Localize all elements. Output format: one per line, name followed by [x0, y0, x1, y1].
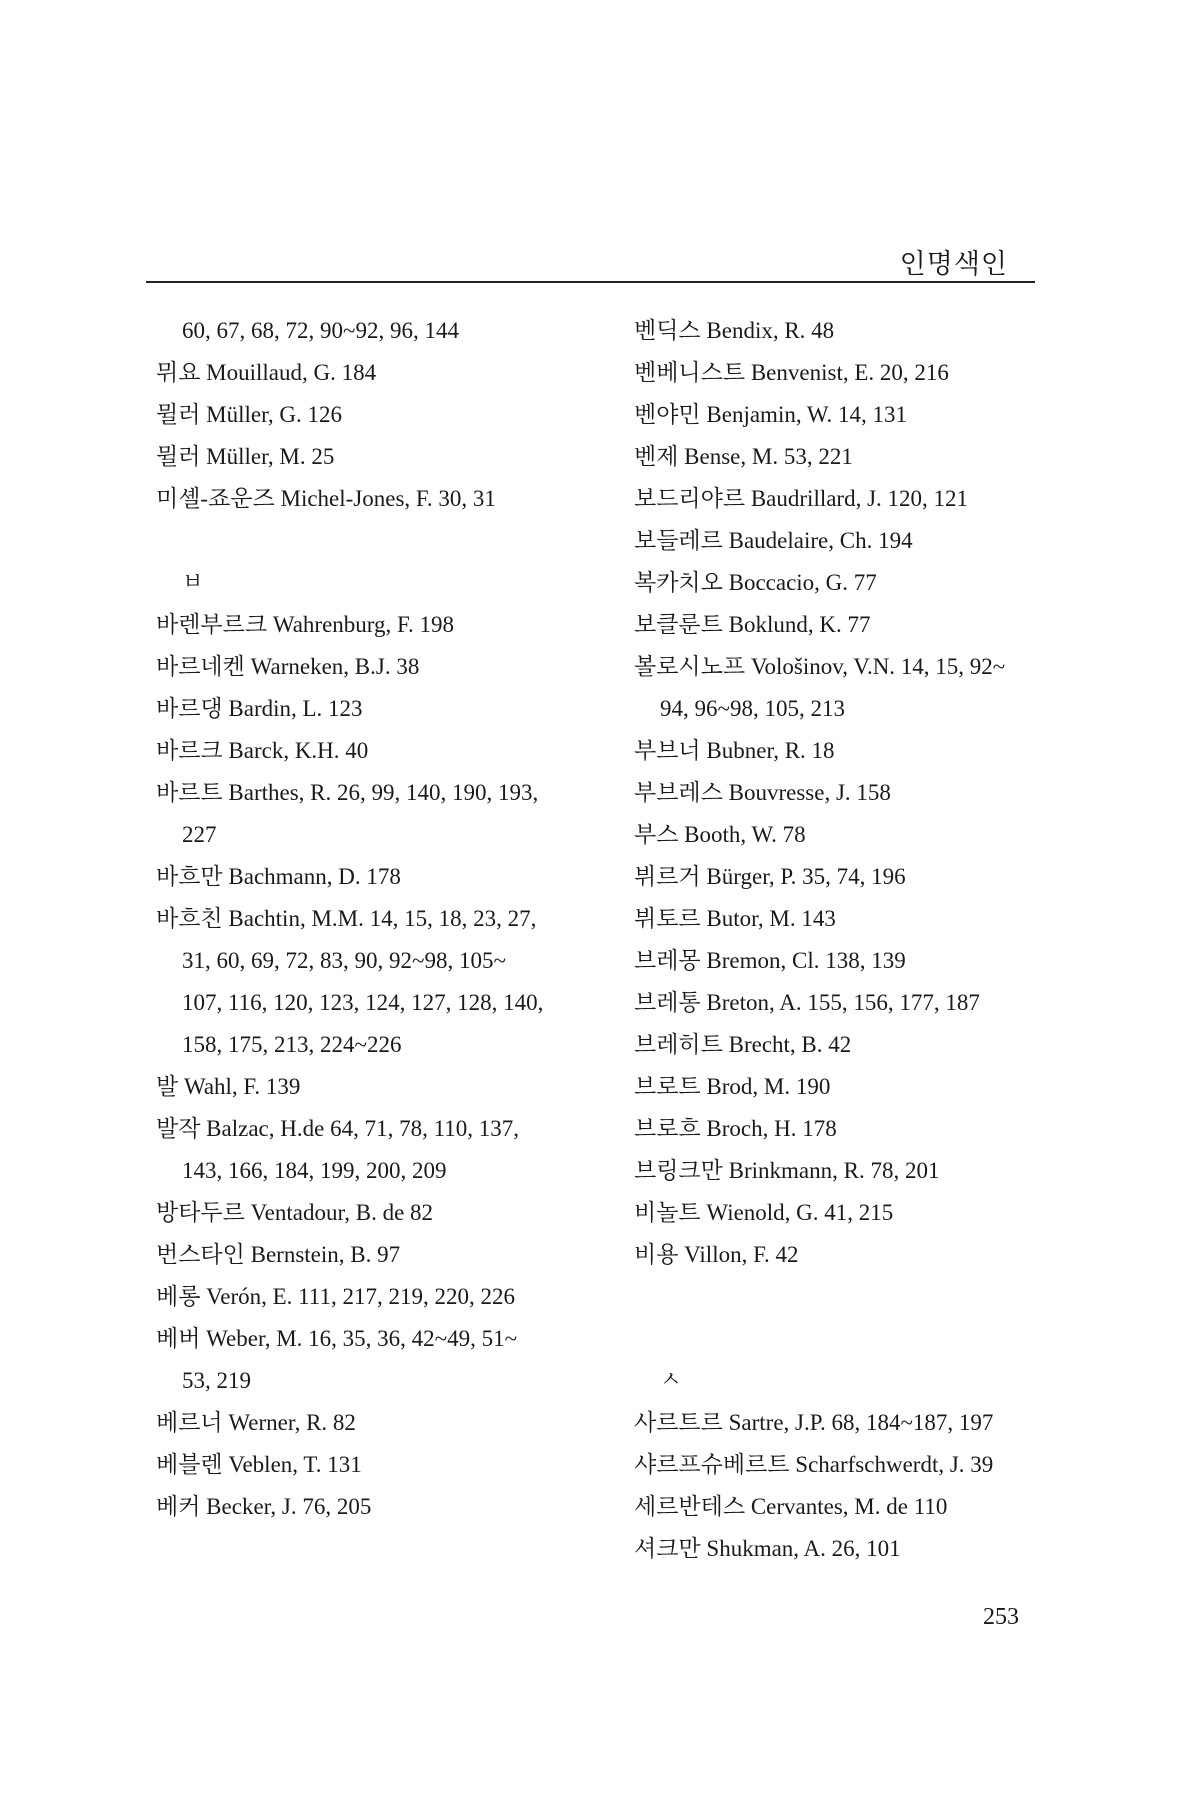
- index-entry: 세르반테스 Cervantes, M. de 110: [634, 1494, 948, 1519]
- index-column-left: [156, 310, 586, 1528]
- header-rule: [146, 281, 1035, 283]
- index-entry: 바흐친 Bachtin, M.M. 14, 15, 18, 23, 27,: [156, 906, 537, 931]
- index-entry: 바르댕 Bardin, L. 123: [156, 696, 363, 721]
- index-entry-continuation: 107, 116, 120, 123, 124, 127, 128, 140,: [182, 990, 544, 1015]
- page-number: 253: [983, 1604, 1019, 1630]
- index-entry: 브레통 Breton, A. 155, 156, 177, 187: [634, 990, 980, 1015]
- blank-line: [634, 1318, 1064, 1360]
- index-entry: 브로흐 Broch, H. 178: [634, 1116, 837, 1141]
- index-entry: 바르네켄 Warneken, B.J. 38: [156, 654, 420, 679]
- index-entry: 베버 Weber, M. 16, 35, 36, 42~49, 51~: [156, 1326, 518, 1351]
- index-entry-continuation: 94, 96~98, 105, 213: [660, 696, 845, 721]
- index-entry: 베블렌 Veblen, T. 131: [156, 1452, 362, 1477]
- index-entry: 뷔르거 Bürger, P. 35, 74, 196: [634, 864, 906, 889]
- index-entry: 방타두르 Ventadour, B. de 82: [156, 1200, 434, 1225]
- index-entry: 발작 Balzac, H.de 64, 71, 78, 110, 137,: [156, 1116, 519, 1141]
- index-entry: 샤르프슈베르트 Scharfschwerdt, J. 39: [634, 1452, 994, 1477]
- index-entry: 볼로시노프 Vološinov, V.N. 14, 15, 92~: [634, 654, 1006, 679]
- index-entry-continuation: 158, 175, 213, 224~226: [182, 1032, 402, 1057]
- index-column-right: [634, 310, 1064, 1570]
- index-entry: 보드리야르 Baudrillard, J. 120, 121: [634, 486, 969, 511]
- index-entry-continuation: 31, 60, 69, 72, 83, 90, 92~98, 105~: [182, 948, 506, 973]
- section-letter-heading: ㅅ: [660, 1368, 682, 1393]
- index-entry: 베롱 Verón, E. 111, 217, 219, 220, 226: [156, 1284, 515, 1309]
- index-entry: 발 Wahl, F. 139: [156, 1074, 301, 1099]
- index-entry: 바렌부르크 Wahrenburg, F. 198: [156, 612, 454, 637]
- index-entry: 뮈요 Mouillaud, G. 184: [156, 360, 377, 385]
- index-entry: 부스 Booth, W. 78: [634, 822, 806, 847]
- index-entry: 복카치오 Boccacio, G. 77: [634, 570, 877, 595]
- index-entry: 뷔토르 Butor, M. 143: [634, 906, 836, 931]
- blank-line: [156, 520, 586, 562]
- index-entry: 브로트 Brod, M. 190: [634, 1074, 831, 1099]
- index-entry: 미셸-죠운즈 Michel-Jones, F. 30, 31: [156, 486, 496, 511]
- index-entry: 브레몽 Bremon, Cl. 138, 139: [634, 948, 906, 973]
- index-entry: 베커 Becker, J. 76, 205: [156, 1494, 372, 1519]
- index-entry: 부브레스 Bouvresse, J. 158: [634, 780, 891, 805]
- index-entry: 베르너 Werner, R. 82: [156, 1410, 356, 1435]
- index-entry: 바르트 Barthes, R. 26, 99, 140, 190, 193,: [156, 780, 539, 805]
- blank-line: [634, 1276, 1064, 1318]
- index-entry: 사르트르 Sartre, J.P. 68, 184~187, 197: [634, 1410, 994, 1435]
- index-entry: 비놀트 Wienold, G. 41, 215: [634, 1200, 894, 1225]
- index-entry: 뮐러 Müller, M. 25: [156, 444, 335, 469]
- index-entry-continuation: 60, 67, 68, 72, 90~92, 96, 144: [182, 318, 459, 343]
- index-entry: 비용 Villon, F. 42: [634, 1242, 799, 1267]
- index-entry: 벤베니스트 Benvenist, E. 20, 216: [634, 360, 949, 385]
- index-entry: 바흐만 Bachmann, D. 178: [156, 864, 401, 889]
- index-entry: 벤제 Bense, M. 53, 221: [634, 444, 853, 469]
- running-header-title: 인명색인: [899, 249, 1008, 280]
- index-entry-continuation: 53, 219: [182, 1368, 251, 1393]
- index-entry-continuation: 143, 166, 184, 199, 200, 209: [182, 1158, 447, 1183]
- index-entry: 브링크만 Brinkmann, R. 78, 201: [634, 1158, 940, 1183]
- index-entry: 벤야민 Benjamin, W. 14, 131: [634, 402, 908, 427]
- index-entry: 셔크만 Shukman, A. 26, 101: [634, 1536, 901, 1561]
- section-letter-heading: ㅂ: [182, 570, 204, 595]
- index-entry: 뮐러 Müller, G. 126: [156, 402, 342, 427]
- index-entry-continuation: 227: [182, 822, 217, 847]
- index-entry: 부브너 Bubner, R. 18: [634, 738, 835, 763]
- index-entry: 벤딕스 Bendix, R. 48: [634, 318, 835, 343]
- index-entry: 브레히트 Brecht, B. 42: [634, 1032, 852, 1057]
- index-entry: 번스타인 Bernstein, B. 97: [156, 1242, 401, 1267]
- index-entry: 바르크 Barck, K.H. 40: [156, 738, 369, 763]
- index-entry: 보클룬트 Boklund, K. 77: [634, 612, 871, 637]
- index-entry: 보들레르 Baudelaire, Ch. 194: [634, 528, 913, 553]
